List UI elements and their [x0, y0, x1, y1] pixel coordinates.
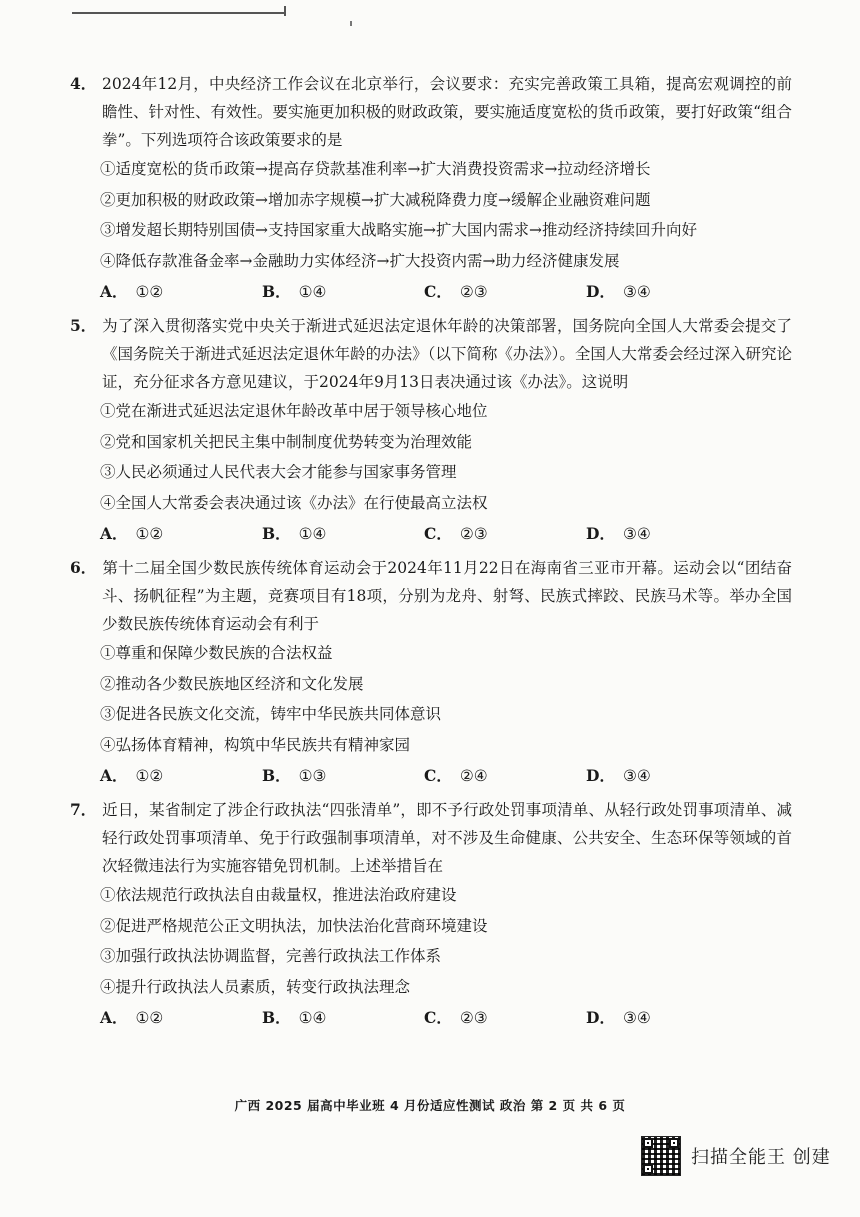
- choice-text: ①④: [298, 525, 327, 543]
- choice-text: ①②: [135, 767, 164, 785]
- answer-choices: [70, 1002, 792, 1034]
- choice-letter: A．: [100, 766, 128, 785]
- statement-option: ④提升行政执法人员素质，转变行政执法理念: [100, 977, 411, 996]
- page-footer: 广西 2025 届高中毕业班 4 月份适应性测试 政治 第 2 页 共 6 页: [234, 1098, 626, 1113]
- choice-letter: D．: [586, 524, 615, 543]
- choice-text: ①④: [298, 283, 327, 301]
- question-number: 5．: [70, 316, 97, 335]
- choice-letter: B．: [262, 1008, 291, 1027]
- qr-code-icon: [641, 1136, 681, 1176]
- statement-option: ①党在渐进式延迟法定退休年龄改革中居于领导核心地位: [100, 402, 488, 420]
- answer-choice: [424, 1002, 586, 1034]
- choice-letter: C．: [424, 766, 452, 785]
- choice-letter: D．: [586, 1008, 615, 1027]
- answer-choice: [586, 1002, 748, 1034]
- choice-text: ③④: [622, 525, 651, 543]
- answer-choice: [586, 276, 748, 308]
- answer-choice: [100, 276, 262, 308]
- choice-text: ③④: [622, 1009, 651, 1027]
- question-list: [70, 70, 792, 1038]
- choice-letter: C．: [424, 282, 452, 301]
- choice-text: ①③: [298, 767, 327, 785]
- question-text: 2024年12月，中央经济工作会议在北京举行，会议要求：充实完善政策工具箱，提高宏观调控的前瞻性、针对性、有效性。要实施更加积极的财政政策，要实施适度宽松的货币政策，要打好政策“组合拳”。下列选项符合该政策要求的是: [102, 75, 792, 149]
- statement-option: ②促进严格规范公正文明执法，加快法治化营商环境建设: [100, 916, 488, 935]
- statement-option: ③促进各民族文化交流，铸牢中华民族共同体意识: [100, 705, 442, 723]
- question-text: 近日，某省制定了涉企行政执法“四张清单”，即不予行政处罚事项清单、从轻行政处罚事项清单、减轻行政处罚事项清单、免于行政强制事项清单，对不涉及生命健康、公共安全、生态环保等领域的首次轻微违法行为实施容错免罚机制。上述举措旨在: [102, 801, 792, 875]
- question-text: 为了深入贯彻落实党中央关于渐进式延迟法定退休年龄的决策部署，国务院向全国人大常委会提交了《国务院关于渐进式延迟法定退休年龄的办法》（以下简称《办法》）。全国人大常委会经过深入研究论证，充分征求各方意见建议，于2024年9月13日表决通过该《办法》。这说明: [102, 317, 792, 391]
- choice-letter: C．: [424, 1008, 452, 1027]
- choice-text: ②③: [459, 283, 488, 301]
- statement-option: ③人民必须通过人民代表大会才能参与国家事务管理: [100, 463, 457, 481]
- choice-text: ③④: [622, 283, 651, 301]
- choice-letter: B．: [262, 282, 291, 301]
- choice-letter: C．: [424, 524, 452, 543]
- choice-text: ①②: [135, 283, 164, 301]
- answer-choice: [586, 760, 748, 792]
- statement-option: ②更加积极的财政政策→增加赤字规模→扩大减税降费力度→缓解企业融资难问题: [100, 190, 651, 209]
- choice-text: ②④: [459, 767, 488, 785]
- choice-letter: A．: [100, 282, 128, 301]
- statement-option: ①尊重和保障少数民族的合法权益: [100, 644, 333, 662]
- question-stem: [70, 554, 792, 638]
- answer-choice: [100, 518, 262, 550]
- header-rule: [72, 12, 284, 14]
- answer-choice: [100, 1002, 262, 1034]
- choice-letter: B．: [262, 524, 291, 543]
- choice-letter: D．: [586, 282, 615, 301]
- statement-option: ②推动各少数民族地区经济和文化发展: [100, 674, 364, 693]
- answer-choice: [262, 760, 424, 792]
- choice-text: ②③: [459, 525, 488, 543]
- statement-option: ④降低存款准备金率→金融助力实体经济→扩大投资内需→助力经济健康发展: [100, 251, 620, 270]
- answer-choice: [424, 760, 586, 792]
- choice-text: ③④: [622, 767, 651, 785]
- choice-text: ①②: [135, 1009, 164, 1027]
- question-6: [70, 554, 792, 792]
- answer-choice: [262, 276, 424, 308]
- statement-option: ④弘扬体育精神，构筑中华民族共有精神家园: [100, 735, 411, 754]
- choice-letter: B．: [262, 766, 291, 785]
- statement-option: ①适度宽松的货币政策→提高存贷款基准利率→扩大消费投资需求→拉动经济增长: [100, 160, 651, 178]
- question-4: [70, 70, 792, 308]
- statement-option: ②党和国家机关把民主集中制制度优势转变为治理效能: [100, 432, 473, 451]
- answer-choice: [262, 518, 424, 550]
- question-text: 第十二届全国少数民族传统体育运动会于2024年11月22日在海南省三亚市开幕。运动会以“团结奋斗、扬帆征程”为主题，竞赛项目有18项，分别为龙舟、射弩、民族式摔跤、民族马术等。举办全国少数民族传统体育运动会有利于: [102, 559, 792, 633]
- answer-choices: [70, 276, 792, 308]
- statement-option: ③增发超长期特别国债→支持国家重大战略实施→扩大国内需求→推动经济持续回升向好: [100, 221, 697, 239]
- question-number: 4．: [70, 74, 97, 93]
- question-number: 6．: [70, 558, 97, 577]
- header-rule-tick: [284, 6, 286, 16]
- choice-letter: D．: [586, 766, 615, 785]
- answer-choice: [586, 518, 748, 550]
- scan-speck: [350, 21, 352, 26]
- question-7: [70, 796, 792, 1034]
- choice-text: ①④: [298, 1009, 327, 1027]
- statement-option: ①依法规范行政执法自由裁量权，推进法治政府建设: [100, 886, 457, 904]
- question-number: 7．: [70, 800, 97, 819]
- answer-choice: [262, 1002, 424, 1034]
- scanner-label: 扫描全能王 创建: [691, 1147, 831, 1168]
- choice-text: ①②: [135, 525, 164, 543]
- choice-letter: A．: [100, 1008, 128, 1027]
- choice-letter: A．: [100, 524, 128, 543]
- scanner-watermark: [641, 1136, 831, 1176]
- question-stem: [70, 796, 792, 880]
- question-5: [70, 312, 792, 550]
- answer-choices: [70, 760, 792, 792]
- question-stem: [70, 70, 792, 154]
- answer-choices: [70, 518, 792, 550]
- choice-text: ②③: [459, 1009, 488, 1027]
- answer-choice: [424, 276, 586, 308]
- question-stem: [70, 312, 792, 396]
- answer-choice: [100, 760, 262, 792]
- statement-option: ④全国人大常委会表决通过该《办法》在行使最高立法权: [100, 493, 488, 512]
- answer-choice: [424, 518, 586, 550]
- statement-option: ③加强行政执法协调监督，完善行政执法工作体系: [100, 947, 442, 965]
